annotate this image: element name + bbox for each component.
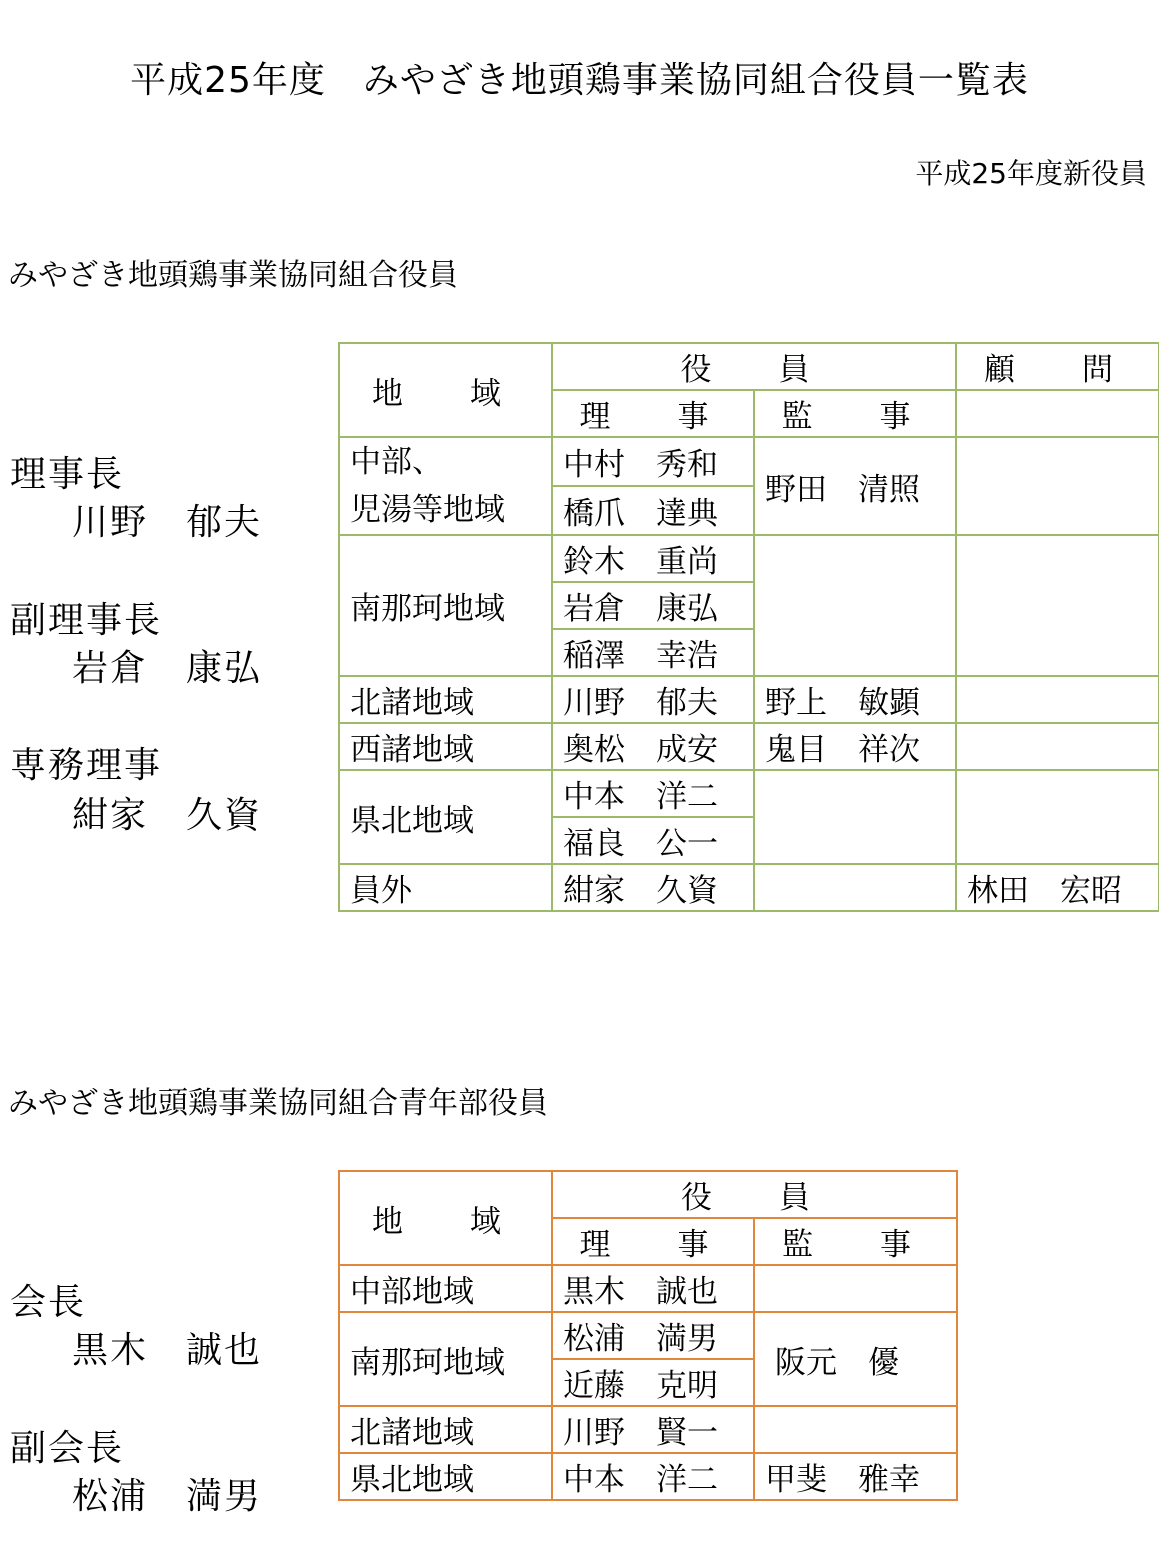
region-cell: 南那珂地域 [339, 535, 552, 676]
cooperative-officers-table [338, 342, 1159, 912]
director-cell: 岩倉 康弘 [552, 582, 754, 629]
role-title-chairman: 理事長 [10, 454, 125, 495]
region-cell [339, 437, 552, 535]
director-cell: 川野 賢一 [552, 1406, 754, 1453]
director-cell: 稲澤 幸浩 [552, 629, 754, 676]
header-officers: 役 員 [552, 1171, 957, 1218]
director-cell: 鈴木 重尚 [552, 535, 754, 582]
region-cell: 北諸地域 [339, 676, 552, 723]
director-cell: 松浦 満男 [552, 1312, 754, 1359]
youth-officers-table [338, 1170, 958, 1501]
advisor-cell [956, 770, 1159, 864]
region-cell: 西諸地域 [339, 723, 552, 770]
auditor-cell: 野上 敏顕 [754, 676, 956, 723]
auditor-cell: 野田 清照 [754, 437, 956, 535]
header-director: 理 事 [552, 390, 754, 437]
role-name-vice-chairman: 岩倉 康弘 [72, 648, 263, 689]
advisor-cell [956, 535, 1159, 676]
page-subtitle: 平成25年度新役員 [915, 157, 1147, 190]
header-director: 理 事 [552, 1218, 754, 1265]
director-cell: 川野 郁夫 [552, 676, 754, 723]
header-region: 地 域 [339, 343, 552, 437]
auditor-cell: 阪元 優 [754, 1312, 957, 1406]
header-auditor: 監 事 [754, 1218, 957, 1265]
role-title-vice-chairman: 副理事長 [10, 600, 163, 641]
header-region: 地 域 [339, 1171, 552, 1265]
header-advisor-blank [956, 390, 1159, 437]
advisor-cell: 林田 宏昭 [956, 864, 1159, 911]
region-cell: 県北地域 [339, 770, 552, 864]
director-cell: 近藤 克明 [552, 1359, 754, 1406]
region-name: 中部、 児湯等地域 [350, 444, 505, 528]
director-cell: 福良 公一 [552, 817, 754, 864]
auditor-cell [754, 1406, 957, 1453]
auditor-cell [754, 535, 956, 676]
role-name-president: 黒木 誠也 [72, 1330, 263, 1371]
region-cell: 中部地域 [339, 1265, 552, 1312]
auditor-cell [754, 770, 956, 864]
header-auditor: 監 事 [754, 390, 956, 437]
director-cell: 紺家 久資 [552, 864, 754, 911]
advisor-cell [956, 723, 1159, 770]
role-title-vice-president: 副会長 [10, 1428, 125, 1469]
page-title: 平成25年度 みやざき地頭鶏事業協同組合役員一覧表 [130, 60, 1029, 101]
auditor-cell: 甲斐 雅幸 [754, 1453, 957, 1500]
region-cell: 南那珂地域 [339, 1312, 552, 1406]
header-officers: 役 員 [552, 343, 956, 390]
auditor-cell [754, 864, 956, 911]
youth-heading: みやざき地頭鶏事業協同組合青年部役員 [8, 1086, 548, 1121]
advisor-cell [956, 437, 1159, 535]
director-cell: 黒木 誠也 [552, 1265, 754, 1312]
director-cell: 奥松 成安 [552, 723, 754, 770]
region-cell: 北諸地域 [339, 1406, 552, 1453]
role-title-president: 会長 [10, 1282, 87, 1323]
role-name-chairman: 川野 郁夫 [72, 502, 263, 543]
role-name-executive-director: 紺家 久資 [72, 795, 263, 836]
director-cell: 中本 洋二 [552, 770, 754, 817]
region-cell: 員外 [339, 864, 552, 911]
advisor-cell [956, 676, 1159, 723]
cooperative-heading: みやざき地頭鶏事業協同組合役員 [8, 258, 458, 293]
auditor-cell [754, 1265, 957, 1312]
director-cell: 中村 秀和 [552, 437, 754, 486]
role-title-executive-director: 専務理事 [10, 745, 163, 786]
director-cell: 橋爪 達典 [552, 486, 754, 535]
header-advisor: 顧 問 [956, 343, 1159, 390]
auditor-cell: 鬼目 祥次 [754, 723, 956, 770]
director-cell: 中本 洋二 [552, 1453, 754, 1500]
region-cell: 県北地域 [339, 1453, 552, 1500]
role-name-vice-president: 松浦 満男 [72, 1476, 263, 1517]
